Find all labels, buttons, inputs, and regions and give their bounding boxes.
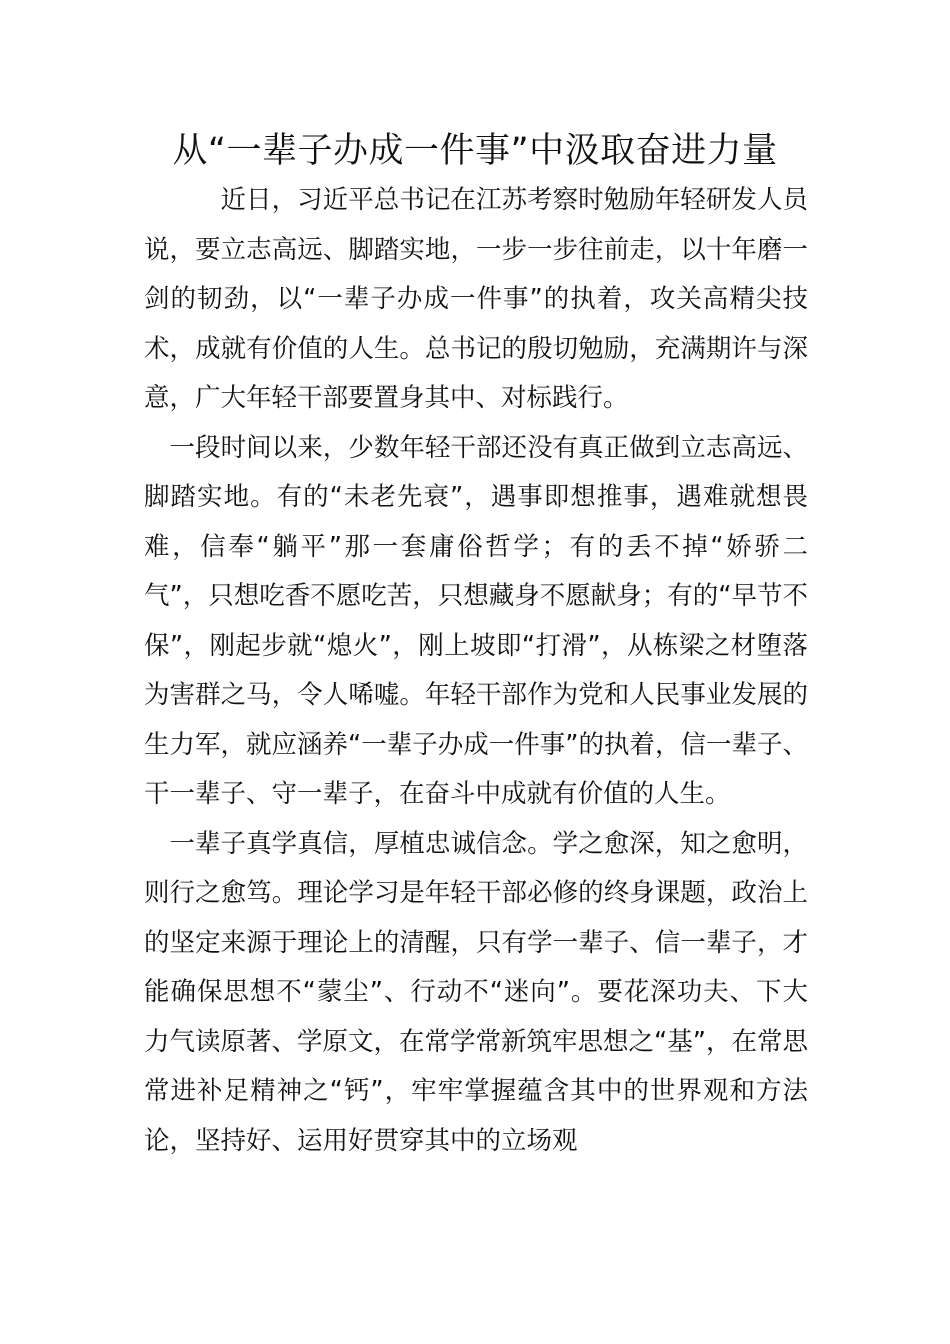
paragraph-1: 近日，习近平总书记在江苏考察时勉励年轻研发人员说，要立志高远、脚踏实地，一步一步往前走，以十年磨一剑的韧劲，以“一辈子办成一件事”的执着，攻关高精尖技术，成就有价值的人生。总书记的殷切勉励，充满期许与深意，广大年轻干部要置身其中、对标践行。 [144,185,808,413]
document-body [144,176,808,1166]
paragraph-2: 一段时间以来，少数年轻干部还没有真正做到立志高远、脚踏实地。有的“未老先衰”，遇事即想推事，遇难就想畏难，信奉“躺平”那一套庸俗哲学；有的丢不掉“娇骄二气”，只想吃香不愿吃苦，只想藏身不愿献身；有的“早节不保”，刚起步就“熄火”，刚上坡即“打滑”，从栋梁之材堕落为害群之马，令人唏嘘。年轻干部作为党和人民事业发展的生力军，就应涵养“一辈子办成一件事”的执着，信一辈子、干一辈子、守一辈子，在奋斗中成就有价值的人生。 [144,432,808,809]
paragraph-3: 一辈子真学真信，厚植忠诚信念。学之愈深，知之愈明，则行之愈笃。理论学习是年轻干部必修的终身课题，政治上的坚定来源于理论上的清醒，只有学一辈子、信一辈子，才能确保思想不“蒙尘”、行动不“迷向”。要花深功夫、下大力气读原著、学原文，在常学常新筑牢思想之“基”，在常思常进补足精神之“钙”，牢牢掌握蕴含其中的世界观和方法论，坚持好、运用好贯穿其中的立场观 [144,828,808,1156]
document-title: 从“一辈子办成一件事”中汲取奋进力量 [172,131,778,171]
